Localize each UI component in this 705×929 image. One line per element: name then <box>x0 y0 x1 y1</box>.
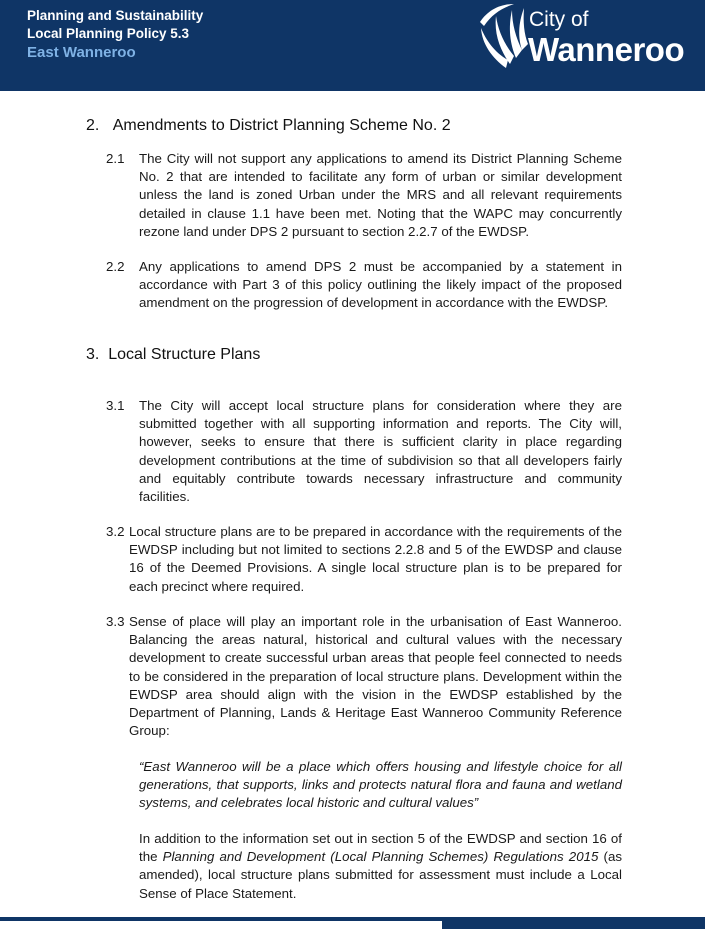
para-2-2: Any applications to amend DPS 2 must be accompanied by a statement in accordance with Part 3 of this policy outlining the likely impact of the proposed amendment on the progression of development in accordance with the EWDSP. <box>139 259 622 311</box>
section-3-heading <box>86 346 260 364</box>
section-3-number: 3. <box>86 346 100 363</box>
vision-quote: “East Wanneroo will be a place which offers housing and lifestyle choice for all generations, that supports, links and protects natural flora and fauna and wetland systems, and celebrates local historic and cultural values” <box>139 759 622 811</box>
city-logo <box>478 0 700 74</box>
section-2-number: 2. <box>86 117 100 134</box>
para-3-2: Local structure plans are to be prepared in accordance with the requirements of the EWDSP including but not limited to sections 2.2.8 and 5 of the EWDSP and clause 16 of the Deemed Provisions. A single local structure plan is to be prepared for each precinct where required. <box>129 524 622 594</box>
para-3-1: The City will accept local structure plans for consideration where they are submitted together with all supporting information and reports. The City will, however, seeks to ensure that there is sufficient clarity in place regarding development contributions at the time of subdivision so that all developers fairly and equitably contribute towards necessary infrastructure and community facilities. <box>139 398 622 505</box>
section-2-title: Amendments to District Planning Scheme No. 2 <box>112 117 451 134</box>
header-department: Planning and Sustainability <box>27 8 204 23</box>
para-3-3-number: 3.3 <box>106 614 125 629</box>
para-3-3-cont-text-a: In addition to the information set out in section 5 of the EWDSP and section 16 of the <box>139 831 622 865</box>
section-3-title: Local Structure Plans <box>108 346 261 363</box>
logo-wanneroo: Wanneroo <box>528 31 685 68</box>
para-3-2-number: 3.2 <box>106 524 125 539</box>
header-area: East Wanneroo <box>27 44 136 61</box>
footer-accent <box>442 921 705 929</box>
header-policy: Local Planning Policy 5.3 <box>27 26 190 41</box>
para-3-3: Sense of place will play an important role in the urbanisation of East Wanneroo. Balancing the areas natural, historical and cultural values with the necessary development to create successful urban areas that people feel connected to needs to be considered in the preparation of local structure plans. Development within the EWDSP area should align with the vision in the EWDSP established by the Department of Planning, Lands & Heritage East Wanneroo Community Reference Group: <box>129 614 622 739</box>
para-2-2-number: 2.2 <box>106 259 125 274</box>
para-2-1: The City will not support any applications to amend its District Planning Scheme No. 2 that are intended to facilitate any form of urban or similar development unless the land is zoned Urban under the MRS and all relevant requirements detailed in clause 1.1 have been met. Noting that the WAPC may concurrently rezone land under DPS 2 pursuant to section 2.2.7 of the EWDSP. <box>139 151 622 239</box>
regulations-title: Planning and Development (Local Planning Schemes) Regulations 2015 <box>162 849 599 865</box>
para-3-3-cont-text-b: (as amended), local structure plans submitted for assessment must include a Local Sense of Place Statement. <box>139 849 622 901</box>
logo-city-of: City of <box>529 8 589 31</box>
para-2-1-number: 2.1 <box>106 151 125 166</box>
para-3-3-continuation <box>139 830 622 903</box>
para-3-1-number: 3.1 <box>106 398 125 413</box>
section-2-heading <box>86 117 451 135</box>
page-header <box>0 0 705 91</box>
logo-swoosh-icon <box>478 0 528 70</box>
